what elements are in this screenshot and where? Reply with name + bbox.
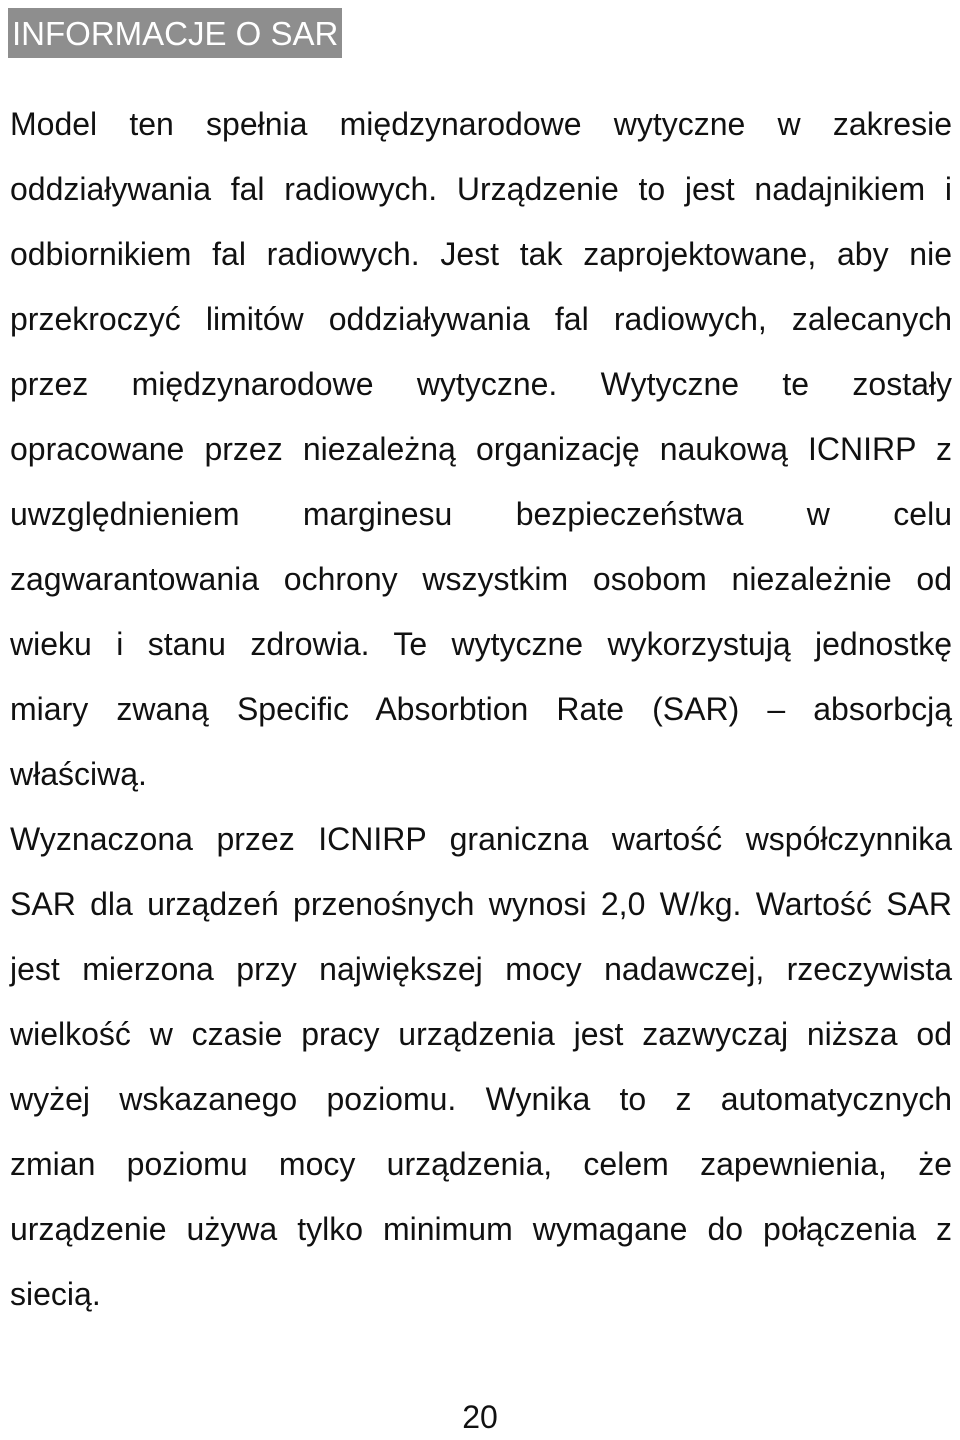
text-line: siecią. <box>10 1276 101 1312</box>
body-text <box>10 92 952 1327</box>
text-line: przekroczyć limitów oddziaływania fal radiowych, zalecanych <box>10 301 952 337</box>
text-line: wielkość w czasie pracy urządzenia jest zazwyczaj niższa od <box>10 1016 952 1052</box>
text-line: zmian poziomu mocy urządzenia, celem zapewnienia, że <box>10 1146 952 1182</box>
section-heading: INFORMACJE O SAR <box>8 8 342 58</box>
text-line: jest mierzona przy największej mocy nadawczej, rzeczywista <box>10 951 952 987</box>
text-line: urządzenie używa tylko minimum wymagane do połączenia z <box>10 1211 952 1247</box>
page-number: 20 <box>462 1399 498 1435</box>
text-line: wieku i stanu zdrowia. Te wytyczne wykorzystują jednostkę <box>10 626 952 662</box>
text-line: SAR dla urządzeń przenośnych wynosi 2,0 W/kg. Wartość SAR <box>10 886 952 922</box>
text-line: oddziaływania fal radiowych. Urządzenie to jest nadajnikiem i <box>10 171 952 207</box>
text-line: odbiornikiem fal radiowych. Jest tak zaprojektowane, aby nie <box>10 236 952 272</box>
text-line: miary zwaną Specific Absorbtion Rate (SAR) – absorbcją <box>10 691 952 727</box>
text-line: uwzględnieniem marginesu bezpieczeństwa w celu <box>10 496 952 532</box>
text-line: Model ten spełnia międzynarodowe wytyczne w zakresie <box>10 106 952 142</box>
text-line: zagwarantowania ochrony wszystkim osobom niezależnie od <box>10 561 952 597</box>
text-line: przez międzynarodowe wytyczne. Wytyczne te zostały <box>10 366 952 402</box>
text-line: wyżej wskazanego poziomu. Wynika to z automatycznych <box>10 1081 952 1117</box>
text-line: opracowane przez niezależną organizację naukową ICNIRP z <box>10 431 952 467</box>
text-line: Wyznaczona przez ICNIRP graniczna wartość współczynnika <box>10 821 952 857</box>
text-line: właściwą. <box>10 756 147 792</box>
